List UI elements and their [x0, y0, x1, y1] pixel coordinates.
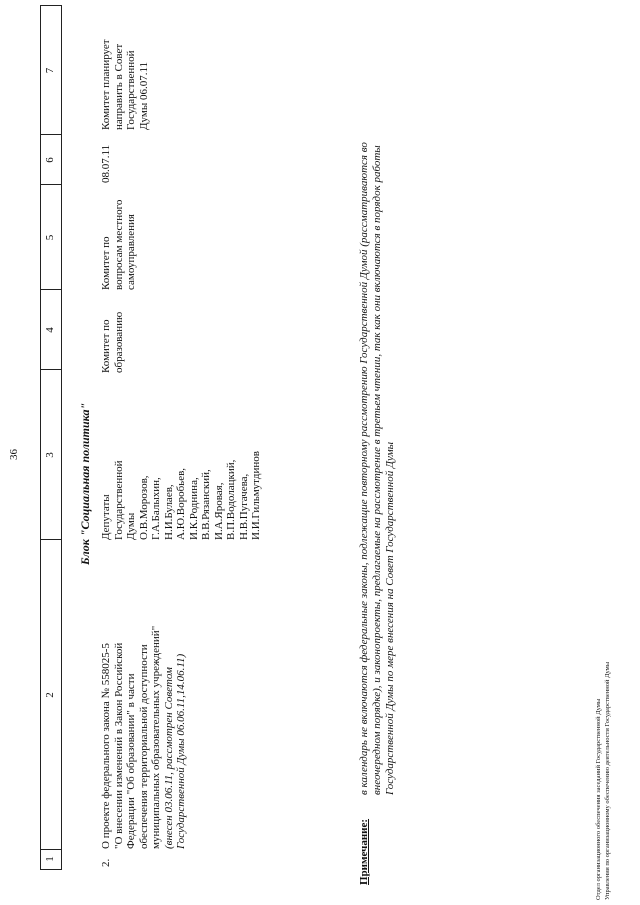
row-number: 2.	[100, 858, 112, 867]
column-number-row	[40, 5, 62, 870]
footer-line-1: Отдел организационного обеспечения заседаний Государственной Думы	[595, 698, 602, 900]
bill-note: (внесен 03.06.11, рассмотрен Советом Государственной Думы 06.06.11,14.06.11)	[162, 653, 187, 849]
col-number-7: 7	[44, 67, 56, 74]
col-number-4: 4	[44, 327, 56, 333]
col-number-6: 6	[44, 157, 56, 163]
block-title: Блок "Социальная политика"	[78, 402, 92, 565]
responsible-committee: Комитет по образованию	[100, 311, 125, 373]
row-date: 08.07.11	[100, 144, 112, 183]
co-executor-committee: Комитет по вопросам местного самоуправления	[100, 199, 137, 290]
col-number-5: 5	[44, 234, 56, 241]
bill-authors: Депутаты Государственной Думы О.В.Морозов, Г.А.Балыхин, Н.И.Булаев, А.Ю.Воробьев, И.К.Роднина, В.В.Рязанский, И.А.Яровая, В.П.Водолацкий, Н.В.Пугачева, И.И.Гильмутдинов	[100, 451, 262, 540]
col-number-3: 3	[44, 452, 56, 458]
page-number: 36	[8, 449, 20, 460]
col-divider	[41, 869, 61, 870]
footer	[595, 662, 612, 900]
col-number-1: 1	[44, 856, 56, 862]
bill-title: О проекте федерального закона № 558025-5 "О внесении изменений в Закон Российской Федерации "Об образовании" в части обеспечения территориальной доступности муниципальных образовательных учреждений"	[100, 625, 162, 849]
row-remark: Комитет планирует направить в Совет Государственной Думы 06.07.11	[100, 39, 150, 130]
note-label: Примечание:	[358, 818, 370, 885]
footer-line-2: Управления по организационному обеспечению деятельности Государственной Думы	[603, 661, 611, 900]
note-text: в календарь не включаются федеральные законы, подлежащие повторному рассмотрению Государственной Думой (рассматриваются во внеочередном порядке), и законопроекты, предлагаемые на рассмотрение в третьем чтении, так как они включаются в порядок работы Государственной Думы по мере внесения на Совет Государственной Думы	[358, 142, 396, 795]
bill-cell	[100, 549, 188, 849]
col-number-2: 2	[44, 692, 56, 698]
